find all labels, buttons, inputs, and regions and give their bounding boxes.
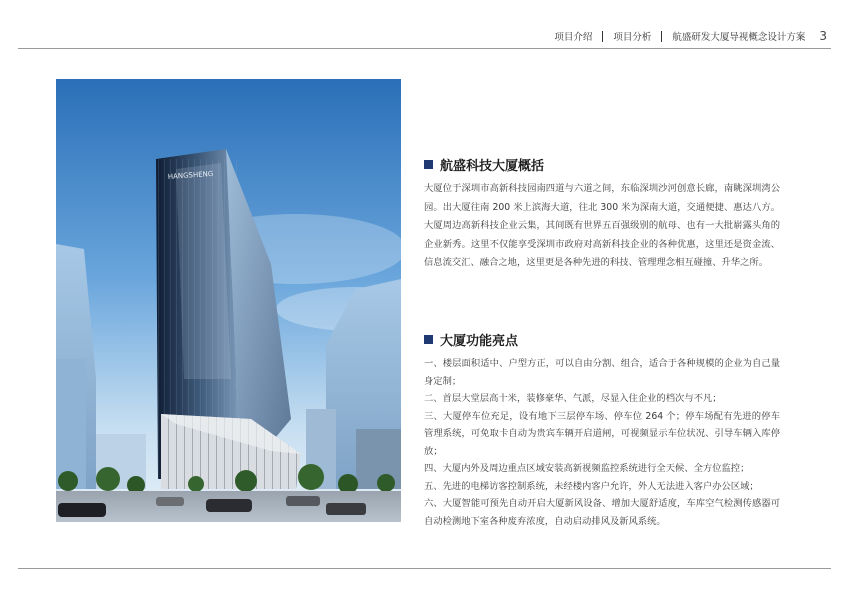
header-divider [18, 48, 831, 49]
overview-title: 航盛科技大厦概括 [440, 158, 545, 174]
building-sign: HANGSHENG [167, 169, 214, 181]
highlights-heading [424, 329, 780, 349]
nav-separator [661, 31, 662, 42]
heading-marker [424, 160, 433, 169]
overview-body: 大厦位于深圳市高新科技园南四道与六道之间，东临深圳沙河创意长廊，南眺深圳湾公园。出大厦往南 200 米上滨海大道，往北 300 米为深南大道，交通便捷、惠达八方。大厦周边高新科技企业云集，其间既有世界五百强级别的航母、也有一大批崭露头角的企业新秀。这里不仅能享受深圳市政府对高新科技企业的各种优惠，这里还是资金流、信息流交汇、融合之地，这里更是各种先进的科技、管理理念相互碰撞、升华之所。 [424, 183, 780, 268]
nav-separator [602, 31, 603, 42]
heading-marker [424, 335, 433, 344]
footer-divider [18, 568, 831, 569]
highlight-item: 四、大厦内外及周边重点区域安装高新视频监控系统进行全天候、全方位监控； [424, 463, 750, 474]
highlight-item: 五、先进的电梯访客控制系统，未经楼内客户允许，外人无法进入客户办公区域； [424, 480, 759, 492]
highlight-item: 六、大厦智能可预先自动开启大厦新风设备、增加大厦舒适度，车库空气检测传感器可自动检测地下室各种废弃浓度，自动启动排风及新风系统。 [424, 498, 780, 527]
page-number: 3 [819, 29, 827, 43]
overview-section [424, 154, 780, 273]
highlights-section [424, 329, 780, 530]
nav-item-design-plan[interactable]: 航盛研发大厦导视概念设计方案 [672, 32, 806, 43]
overview-heading [424, 154, 780, 174]
header-nav [554, 28, 827, 44]
building-photo [56, 79, 401, 522]
highlight-item: 二、首层大堂层高十米，装修豪华、气派，尽显入住企业的档次与不凡； [424, 393, 722, 404]
highlights-title: 大厦功能亮点 [440, 333, 519, 349]
nav-item-project-intro[interactable]: 项目介绍 [554, 32, 593, 43]
highlight-item: 三、大厦停车位充足，设有地下三层停车场、停车位 264 个；停车场配有先进的停车管理系统，可免取卡自动为贵宾车辆开启道闸，可视频显示车位状况、引导车辆入库停放； [424, 410, 780, 457]
nav-item-project-analysis[interactable]: 项目分析 [613, 32, 652, 43]
highlight-item: 一、楼层面积适中、户型方正，可以自由分割、组合，适合于各种规模的企业为自己量身定制； [424, 358, 780, 387]
